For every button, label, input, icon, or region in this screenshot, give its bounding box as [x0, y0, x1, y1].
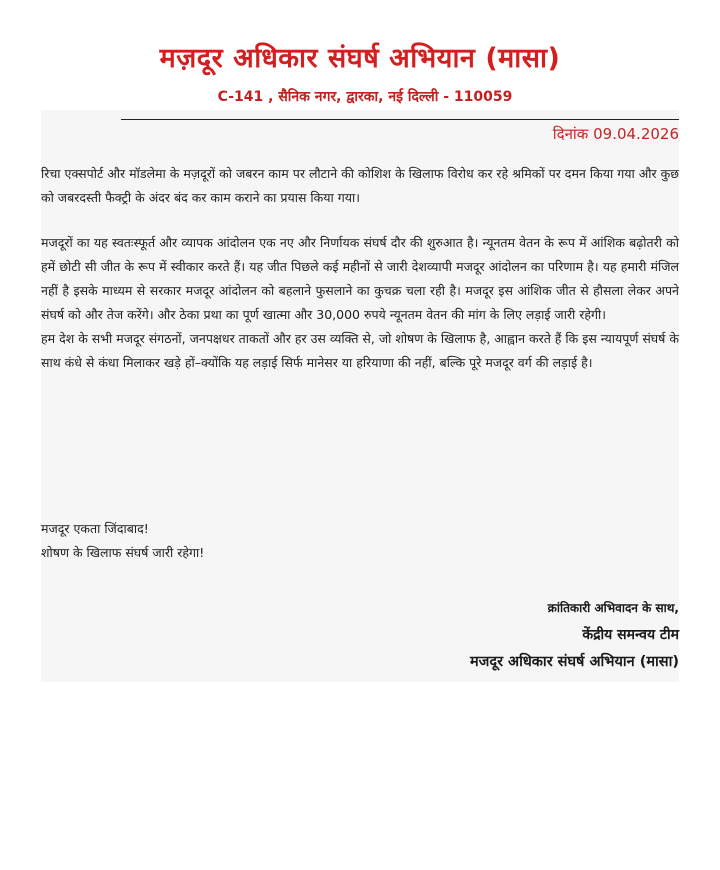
paragraph-2: मजदूरों का यह स्वतःस्फूर्त और व्यापक आंदोलन एक नए और निर्णायक संघर्ष दौर की शुरुआत है। न्यूनतम वेतन के रूप में आंशिक बढ़ोतरी को हमें छोटी सी जीत के रूप में स्वीकार करते हैं। यह जीत पिछले कई महीनों से जारी देशव्यापी मजदूर आंदोलन का परिणाम है। यह हमारी मंजिल नहीं है इसके माध्यम से सरकार मजदूर आंदोलन को बहलाने फुसलाने का कुचक्र चला रही है। मजदूर इस आंशिक जीत से हौसला लेकर अपने संघर्ष को और तेज करेंगे। और ठेका प्रथा का पूर्ण खात्मा और 30,000 रुपये न्यूनतम वेतन की मांग के लिए लड़ाई जारी रहेगी। — [41, 235, 679, 322]
signoff-block — [470, 597, 679, 676]
slogan-1: मजदूर एकता जिंदाबाद! — [41, 521, 149, 536]
slogan-2: शोषण के खिलाफ संघर्ष जारी रहेगा! — [41, 545, 205, 560]
paragraph-1: रिचा एक्सपोर्ट और मॉडलेमा के मज़दूरों को जबरन काम पर लौटाने की कोशिश के खिलाफ विरोध कर रहे श्रमिकों पर दमन किया गया और कुछ को जबरदस्ती फैक्ट्री के अंदर बंद कर काम कराने का प्रयास किया गया। — [41, 166, 679, 205]
letterhead-address: C-141 , सैनिक नगर, द्वारका, नई दिल्ली - 110059 — [217, 89, 513, 105]
letter-body — [41, 162, 679, 375]
date-value: 09.04.2026 — [593, 125, 679, 143]
signoff-greeting: क्रांतिकारी अभिवादन के साथ, — [547, 601, 679, 615]
date-label: दिनांक — [552, 125, 589, 143]
paragraph-3: हम देश के सभी मजदूर संगठनों, जनपक्षधर ताकतों और हर उस व्यक्ति से, जो शोषण के खिलाफ है, आह्वान करते हैं कि इस न्यायपूर्ण संघर्ष के साथ कंधे से कंधा मिलाकर खड़े हों–क्योंकि यह लड़ाई सिर्फ मानेसर या हरियाणा की नहीं, बल्कि पूरे मजदूर वर्ग की लड़ाई है। — [41, 331, 679, 370]
signoff-organization: मजदूर अधिकार संघर्ष अभियान (मासा) — [469, 654, 679, 670]
letterhead-title: मज़दूर अधिकार संघर्ष अभियान (मासा) — [159, 43, 561, 74]
letterhead-divider — [121, 119, 679, 120]
slogans — [41, 517, 204, 565]
date-line — [553, 124, 679, 144]
signoff-team: केंद्रीय समन्वय टीम — [582, 627, 679, 643]
